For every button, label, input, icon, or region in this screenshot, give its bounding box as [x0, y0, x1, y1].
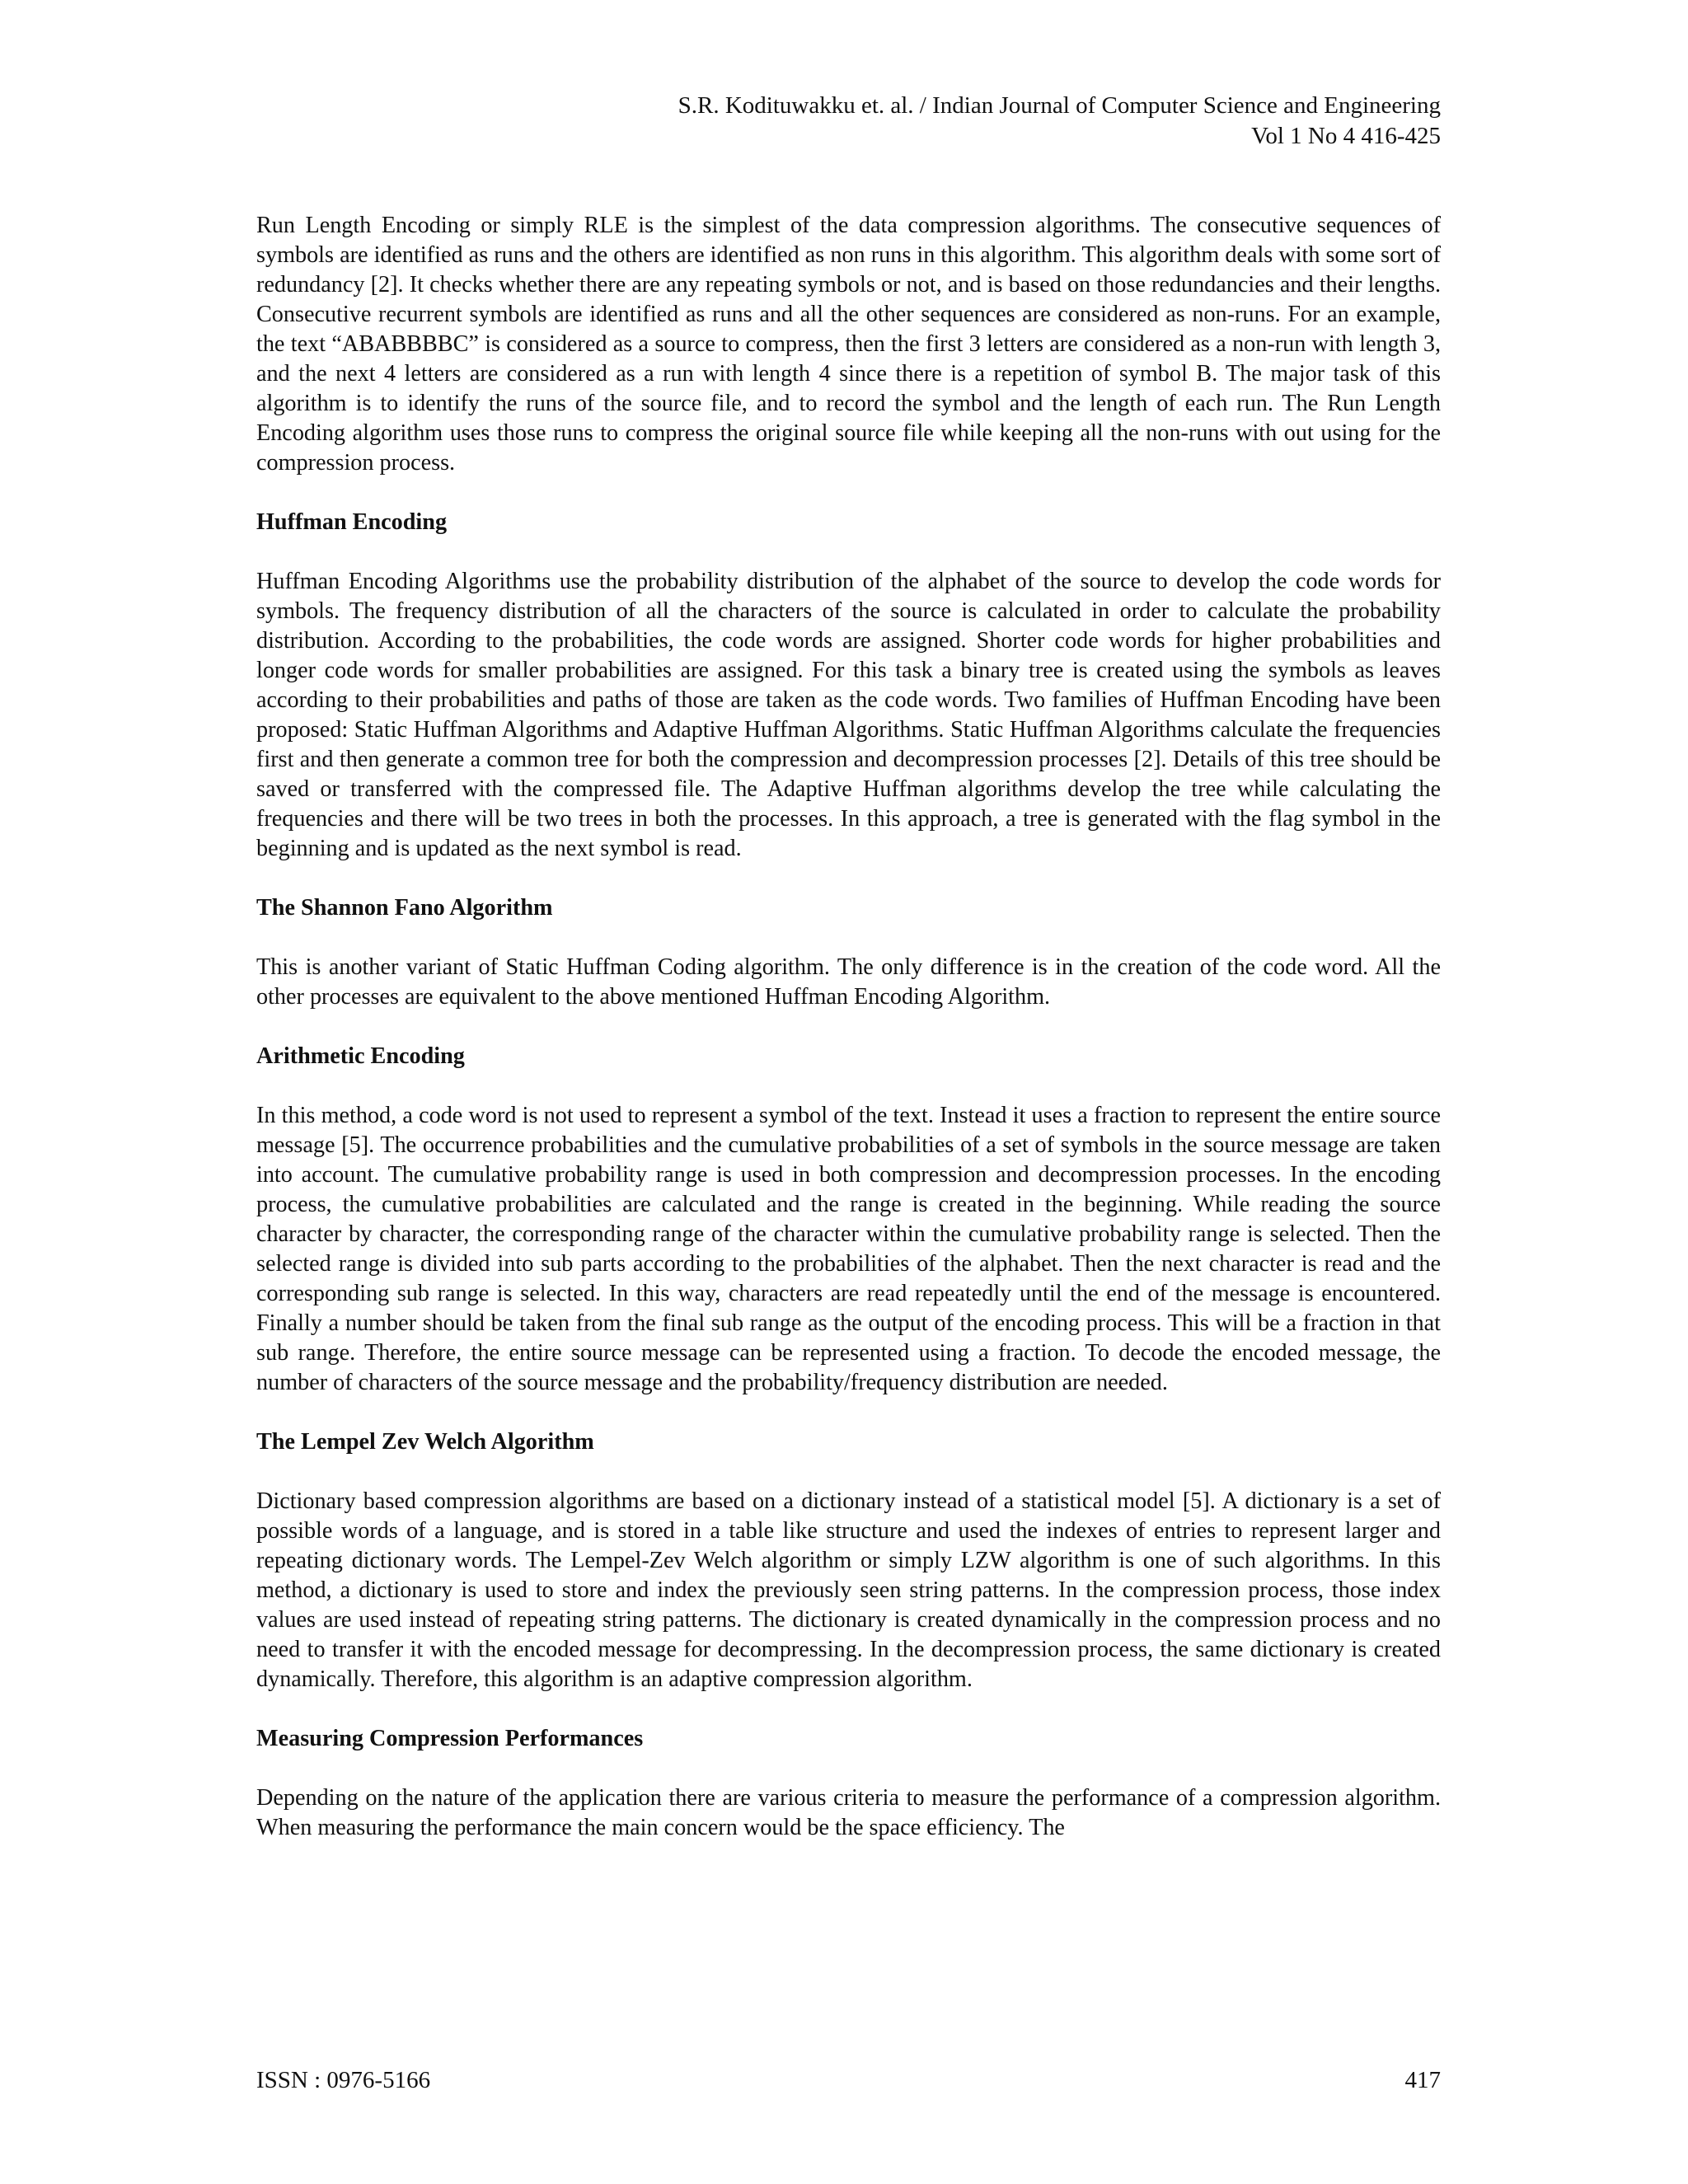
heading-arithmetic-encoding: Arithmetic Encoding [256, 1043, 465, 1069]
heading-lzw: The Lempel Zev Welch Algorithm [256, 1429, 594, 1455]
paragraph-measuring-performance: Depending on the nature of the application there are various criteria to measure the performance of a compression algorithm. When measuring the performance the main concern would be the space efficiency. The [256, 1785, 1441, 1840]
paragraph-rle: Run Length Encoding or simply RLE is the simplest of the data compression algorithms. The consecutive sequences of symbols are identified as runs and the others are identified as non runs in this algorithm. This algorithm deals with some sort of redundancy [2]. It checks whether there are any repeating symbols or not, and is based on those redundancies and their lengths. Consecutive recurrent symbols are identified as runs and all the other sequences are considered as non-runs. For an example, the text “ABABBBBC” is considered as a source to compress, then the first 3 letters are considered as a non-run with length 3, and the next 4 letters are considered as a run with length 4 since there is a repetition of symbol B. The major task of this algorithm is to identify the runs of the source file, and to record the symbol and the length of each run. The Run Length Encoding algorithm uses those runs to compress the original source file while keeping all the non-runs with out using for the compression process. [256, 213, 1441, 476]
running-header [534, 91, 1441, 152]
heading-huffman-encoding: Huffman Encoding [256, 509, 448, 535]
paragraph-shannon-fano: This is another variant of Static Huffman Coding algorithm. The only difference is in the creation of the code word. All the other processes are equivalent to the above mentioned Huffman Encoding Algorithm. [256, 954, 1441, 1010]
paragraph-lzw: Dictionary based compression algorithms are based on a dictionary instead of a statistical model [5]. A dictionary is a set of possible words of a language, and is stored in a table like structure and used the indexes of entries to represent larger and repeating dictionary words. The Lempel-Zev Welch algorithm or simply LZW algorithm is one of such algorithms. In this method, a dictionary is used to store and index the previously seen string patterns. In the compression process, those index values are used instead of repeating string patterns. The dictionary is created dynamically in the compression process and no need to transfer it with the encoded message for decompressing. In the decompression process, the same dictionary is created dynamically. Therefore, this algorithm is an adaptive compression algorithm. [256, 1488, 1441, 1692]
paragraph-arithmetic-encoding: In this method, a code word is not used to represent a symbol of the text. Instead it uses a fraction to represent the entire source message [5]. The occurrence probabilities and the cumulative probabilities of a set of symbols in the source message are taken into account. The cumulative probability range is used in both compression and decompression processes. In the encoding process, the cumulative probabilities are calculated and the range is created in the beginning. While reading the source character by character, the corresponding range of the character within the cumulative probability range is selected. Then the selected range is divided into sub parts according to the probabilities of the alphabet. Then the next character is read and the corresponding sub range is selected. In this way, characters are read repeatedly until the end of the message is encountered. Finally a number should be taken from the final sub range as the output of the encoding process. This will be a fraction in that sub range. Therefore, the entire source message can be represented using a fraction. To decode the encoded message, the number of characters of the source message and the probability/frequency distribution are needed. [256, 1103, 1441, 1395]
header-journal-line: S.R. Kodituwakku et. al. / Indian Journal of Computer Science and Engineering [678, 92, 1441, 119]
header-volume-line: Vol 1 No 4 416-425 [1251, 123, 1441, 149]
heading-measuring-performance: Measuring Compression Performances [256, 1726, 644, 1751]
heading-shannon-fano: The Shannon Fano Algorithm [256, 895, 553, 921]
page-number: 417 [1404, 2067, 1441, 2093]
footer-issn: ISSN : 0976-5166 [256, 2067, 431, 2093]
paragraph-huffman-encoding: Huffman Encoding Algorithms use the probability distribution of the alphabet of the source to develop the code words for symbols. The frequency distribution of all the characters of the source is calculated in order to calculate the probability distribution. According to the probabilities, the code words are assigned. Shorter code words for higher probabilities and longer code words for smaller probabilities are assigned. For this task a binary tree is created using the symbols as leaves according to their probabilities and paths of those are taken as the code words. Two families of Huffman Encoding have been proposed: Static Huffman Algorithms and Adaptive Huffman Algorithms. Static Huffman Algorithms calculate the frequencies first and then generate a common tree for both the compression and decompression processes [2]. Details of this tree should be saved or transferred with the compressed file. The Adaptive Huffman algorithms develop the tree while calculating the frequencies and there will be two trees in both the processes. In this approach, a tree is generated with the flag symbol in the beginning and is updated as the next symbol is read. [256, 569, 1441, 861]
body-text [256, 211, 1441, 1872]
